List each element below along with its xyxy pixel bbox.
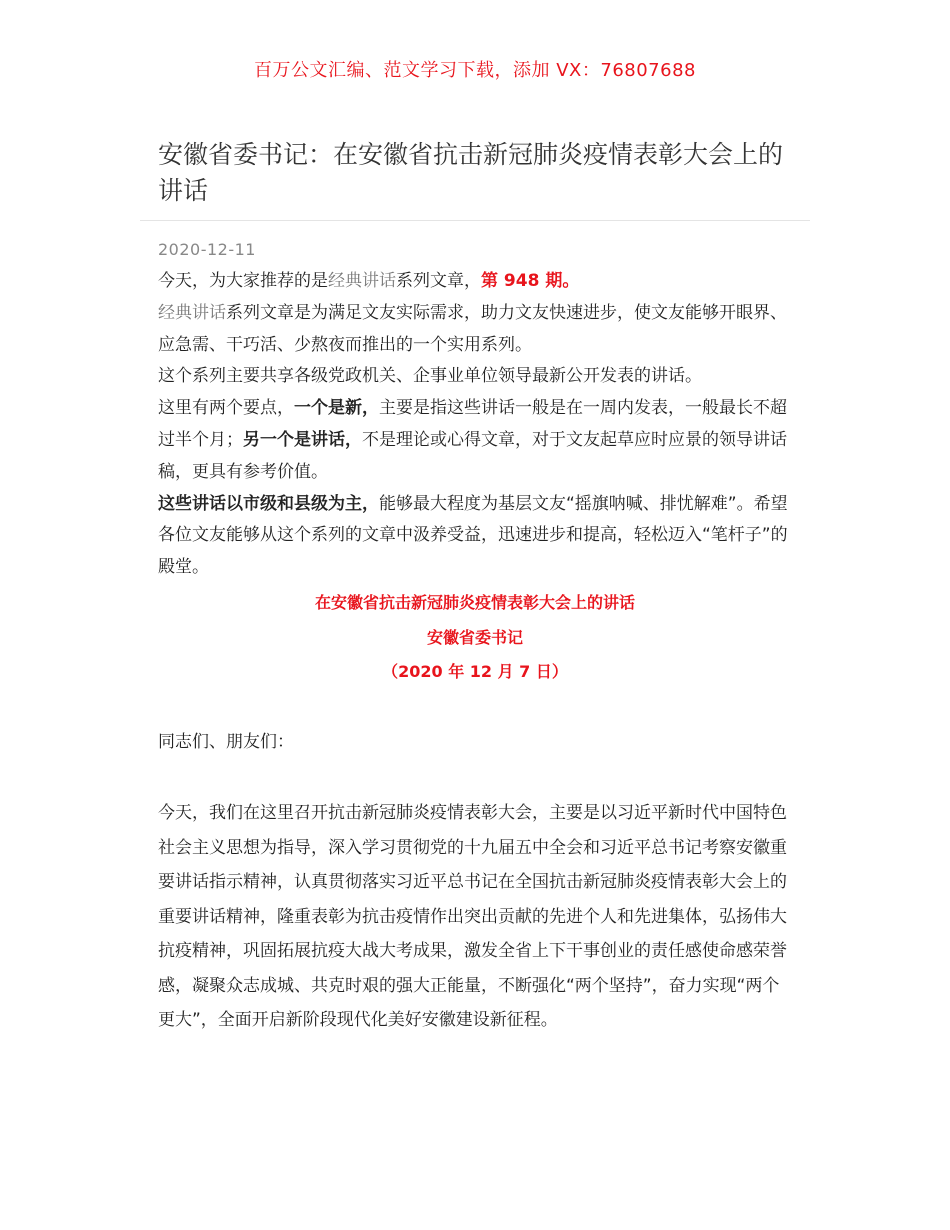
speech-greeting: 同志们、朋友们： [158,732,294,752]
series-name: 经典讲话 [328,271,396,291]
key-point: 这些讲话以市级和县级为主， [158,493,379,514]
intro-text: 系列文章， [396,271,481,291]
intro-text: 不是理论或心得文章，对于文友起草应时应景的领导讲话稿，更具有参考价值。 [158,429,787,482]
publish-date: 2020-12-11 [158,240,256,259]
intro-paragraph-3: 这个系列主要共享各级党政机关、企事业单位领导最新公开发表的讲话。 [158,366,702,387]
speech-speaker: 安徽省委书记 [426,628,523,647]
speech-date: （2020 年 12 月 7 日） [382,662,568,681]
intro-section [158,266,794,584]
intro-paragraph-2 [158,298,794,362]
intro-paragraph-5 [158,489,794,584]
speech-paragraph: 今天，我们在这里召开抗击新冠肺炎疫情表彰大会，主要是以习近平新时代中国特色社会主义思想为指导，深入学习贯彻党的十九届五中全会和习近平总书记考察安徽重要讲话指示精神，认真贯彻落实习近平总书记在全国抗击新冠肺炎疫情表彰大会上的重要讲话精神，隆重表彰为抗击疫情作出突出贡献的先进个人和先进集体，弘扬伟大抗疫精神，巩固拓展抗疫大战大考成果，激发全省上下干事创业的责任感使命感荣誉感，凝聚众志成城、共克时艰的强大正能量，不断强化“两个坚持”，奋力实现“两个更大”，全面开启新阶段现代化美好安徽建设新征程。 [158,803,787,1030]
issue-number: 第 948 期。 [481,271,580,291]
key-point: 另一个是讲话， [243,429,362,450]
intro-paragraph-1 [158,266,794,298]
intro-text: 这里有两个要点， [158,398,294,419]
series-name: 经典讲话 [158,302,226,323]
article-title: 安徽省委书记：在安徽省抗击新冠肺炎疫情表彰大会上的讲话 [158,140,784,205]
intro-text: 能够最大程度为基层文友“摇旗呐喊、排忧解难”。希望各位文友能够从这个系列的文章中汲养受益，迅速进步和提高，轻松迈入“笔杆子”的殿堂。 [158,493,788,578]
title-divider [140,220,810,221]
intro-text: 系列文章是为满足文友实际需求，助力文友快速进步，使文友能够开眼界、应急需、干巧活、少熬夜而推出的一个实用系列。 [158,302,787,355]
promo-banner: 百万公文汇编、范文学习下载，添加 VX：76807688 [254,60,696,81]
intro-paragraph-4 [158,393,794,488]
intro-text: 主要是指这些讲话一般是在一周内发表，一般最长不超过半个月； [158,398,787,450]
intro-text: 今天，为大家推荐的是 [158,271,328,291]
speech-title: 在安徽省抗击新冠肺炎疫情表彰大会上的讲话 [314,593,635,612]
key-point: 一个是新， [294,398,379,419]
